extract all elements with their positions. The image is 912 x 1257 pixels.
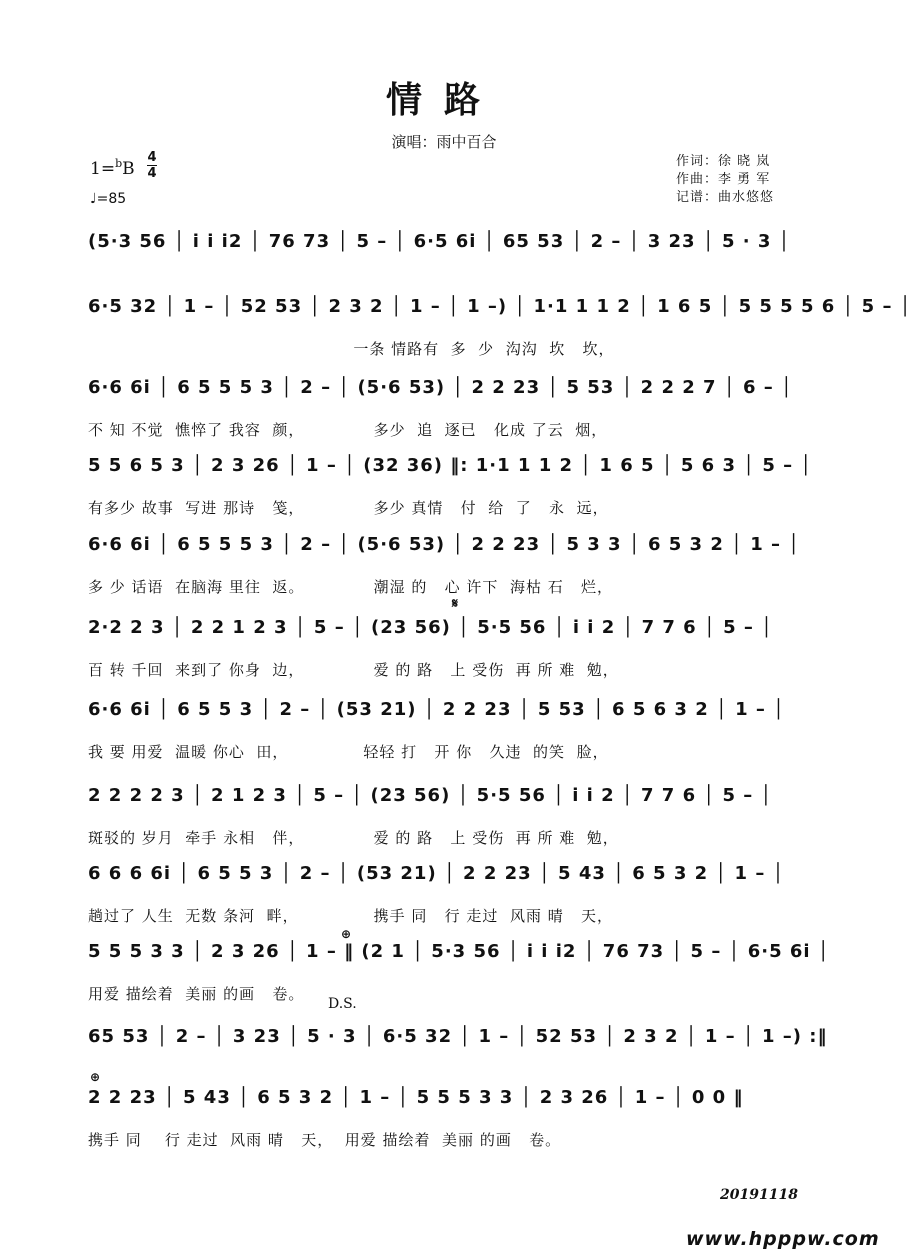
ds-mark: D.S.: [328, 996, 357, 1012]
lyric-line: 百 转 千回 来到了 你身 边， 爱 的 路 上 受伤 再 所 难 勉，: [88, 661, 619, 679]
lyric-line: 我 要 用爱 温暖 你心 田， 轻轻 打 开 你 久违 的笑 脸，: [88, 743, 609, 761]
time-signature-top: 4: [147, 150, 157, 165]
lyric-line: 斑驳的 岁月 牵手 永相 伴， 爱 的 路 上 受伤 再 所 难 勉，: [88, 829, 619, 847]
transcriber-credit: 记谱：曲水悠悠: [676, 190, 775, 205]
coda-sign: ⊕: [90, 1070, 101, 1084]
notation-line: 5 5 5 3 3 │ 2 3 26 │ 1 – ‖ (2 1 │ 5·3 56 │ i i i2 │ 76 73 │ 5 – │ 6·5 6i │: [88, 941, 830, 962]
song-title: 情路: [385, 79, 502, 121]
lyric-line: 用爱 描绘着 美丽 的画 卷。: [88, 985, 305, 1003]
notation-line: 65 53 │ 2 – │ 3 23 │ 5 · 3 │ 6·5 32 │ 1 – │ 52 53 │ 2 3 2 │ 1 – │ 1 –) :‖: [88, 1026, 828, 1047]
notation-line: 2 2 2 2 3 │ 2 1 2 3 │ 5 – │ (23 56) │ 5·5 56 │ i i 2 │ 7 7 6 │ 5 – │: [88, 785, 773, 806]
lyric-line: 携手 同 行 走过 风雨 晴 天， 用爱 描绘着 美丽 的画 卷。: [88, 1131, 562, 1149]
segno-sign: 𝄋: [452, 596, 459, 612]
notation-line: 6·5 32 │ 1 – │ 52 53 │ 2 3 2 │ 1 – │ 1 –) │ 1·1 1 1 2 │ 1 6 5 │ 5 5 5 5 6 │ 5 – │: [88, 296, 912, 317]
lyric-line: 一条 情路有 多 少 沟沟 坎 坎，: [88, 340, 615, 358]
credits-block: [676, 153, 774, 207]
site-watermark: www.hpppw.com: [686, 1228, 880, 1250]
composer-credit: 作曲：李 勇 军: [676, 172, 771, 187]
singer-credit: 演唱：雨中百合: [391, 133, 497, 151]
lyricist-credit: 作词：徐 晓 岚: [676, 154, 771, 169]
lyric-line: 多 少 话语 在脑海 里往 返。 潮湿 的 心 许下 海枯 石 烂，: [88, 578, 614, 596]
notation-line: 6·6 6i │ 6 5 5 5 3 │ 2 – │ (5·6 53) │ 2 2 23 │ 5 53 │ 2 2 2 7 │ 6 – │: [88, 377, 793, 398]
notation-line: (5·3 56 │ i i i2 │ 76 73 │ 5 – │ 6·5 6i │ 65 53 │ 2 – │ 3 23 │ 5 · 3 │: [88, 231, 791, 252]
lyric-line: 趟过了 人生 无数 条河 畔， 携手 同 行 走过 风雨 晴 天，: [88, 907, 614, 925]
key-note: B: [122, 159, 135, 179]
notation-line: 6·6 6i │ 6 5 5 3 │ 2 – │ (53 21) │ 2 2 23 │ 5 53 │ 6 5 6 3 2 │ 1 – │: [88, 699, 785, 720]
notation-line: 5 5 6 5 3 │ 2 3 26 │ 1 – │ (32 36) ‖: 1·1 1 1 2 │ 1 6 5 │ 5 6 3 │ 5 – │: [88, 455, 813, 476]
lyric-line: 不 知 不觉 憔悴了 我容 颜， 多少 追 逐已 化成 了云 烟，: [88, 421, 608, 439]
flat-sign: b: [115, 157, 123, 170]
transcription-date: 20191118: [720, 1187, 798, 1203]
time-signature-bottom: 4: [147, 166, 157, 181]
tempo-mark: ♩=85: [90, 191, 127, 207]
notation-line: 2 2 23 │ 5 43 │ 6 5 3 2 │ 1 – │ 5 5 5 3 3 │ 2 3 26 │ 1 – │ 0 0 ‖: [88, 1087, 744, 1108]
coda-sign: ⊕: [341, 927, 352, 941]
notation-line: 2·2 2 3 │ 2 2 1 2 3 │ 5 – │ (23 56) │ 5·5 56 │ i i 2 │ 7 7 6 │ 5 – │: [88, 617, 773, 638]
lyric-line: 有多少 故事 写进 那诗 笺， 多少 真情 付 给 了 永 远，: [88, 499, 609, 517]
notation-line: 6 6 6 6i │ 6 5 5 3 │ 2 – │ (53 21) │ 2 2 23 │ 5 43 │ 6 5 3 2 │ 1 – │: [88, 863, 785, 884]
key-signature: [90, 157, 135, 179]
key-prefix: 1=: [90, 159, 116, 179]
notation-line: 6·6 6i │ 6 5 5 5 3 │ 2 – │ (5·6 53) │ 2 2 23 │ 5 3 3 │ 6 5 3 2 │ 1 – │: [88, 534, 801, 555]
time-signature: [147, 151, 157, 180]
